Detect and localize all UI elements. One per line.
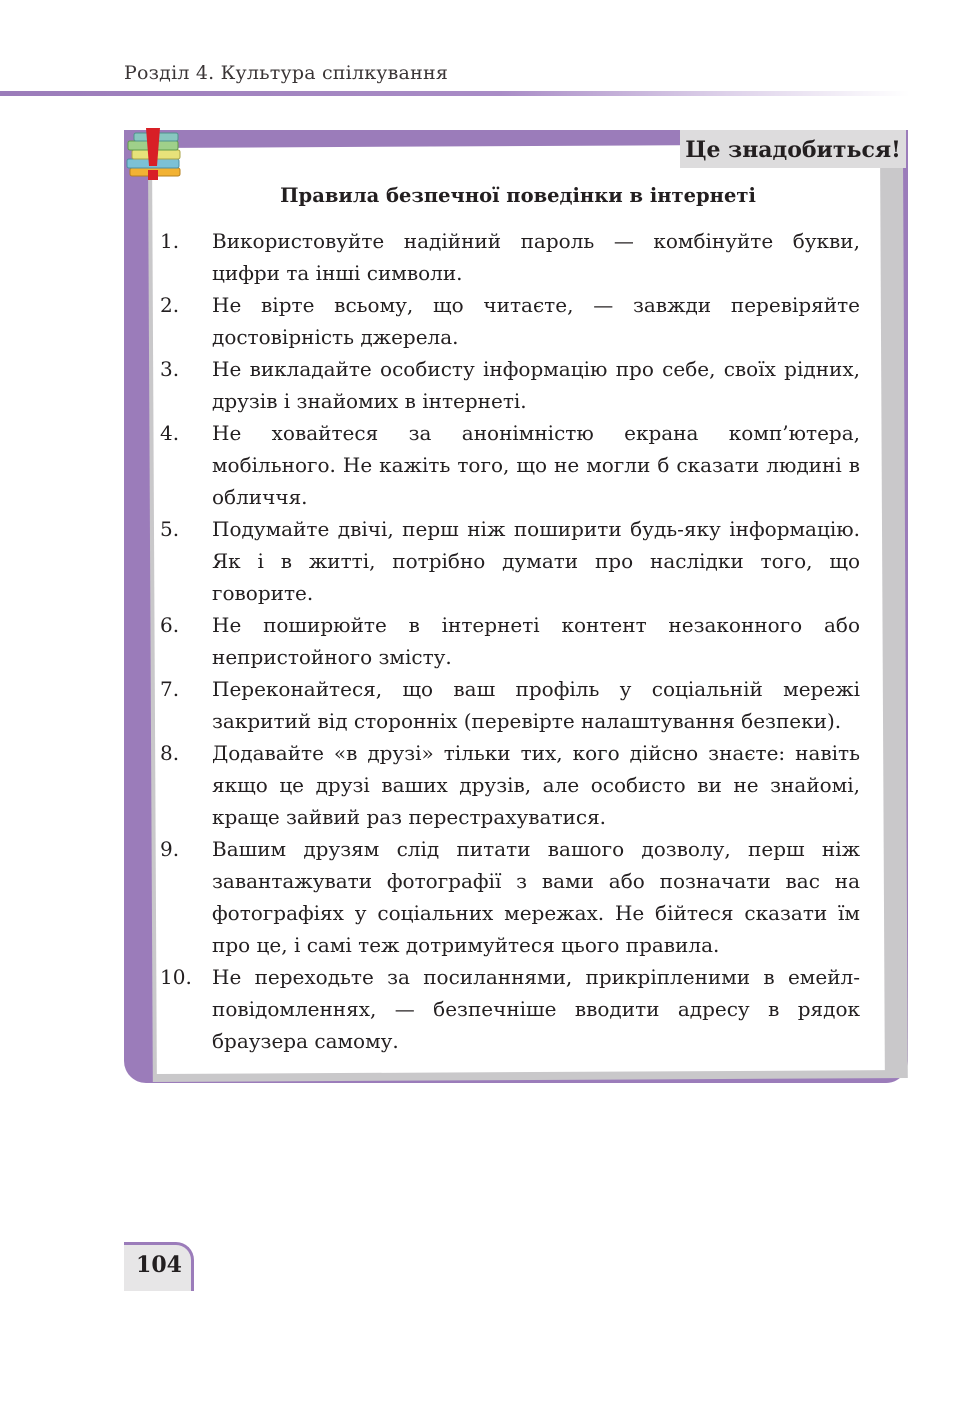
item-number: 3. — [160, 357, 180, 381]
list-item — [160, 289, 860, 353]
item-text: Переконайтеся, що ваш профіль у соціальній мережі закритий від сторонніх (перевірте налаштування безпеки). — [212, 677, 860, 733]
box-tag: Це знадобиться! — [680, 130, 906, 168]
books-exclamation-icon — [124, 128, 188, 184]
list-item — [160, 737, 860, 833]
box-title: Правила безпечної поведінки в інтернеті — [280, 184, 756, 207]
item-number: 8. — [160, 741, 180, 765]
rules-list — [160, 225, 860, 1057]
list-item — [160, 673, 860, 737]
list-item — [160, 513, 860, 609]
list-item — [160, 609, 860, 673]
item-text: Не ховайтеся за анонімністю екрана комп’ютера, мобільного. Не кажіть того, що не могли б сказати людині в обличчя. — [212, 421, 860, 509]
item-number: 6. — [160, 613, 180, 637]
item-number: 7. — [160, 677, 180, 701]
list-item — [160, 833, 860, 961]
item-text: Додавайте «в друзі» тільки тих, кого дійсно знаєте: навіть якщо це друзі ваших друзів, але особисто ви не знайомі, краще зайвий раз перестрахуватися. — [212, 741, 860, 829]
item-text: Не поширюйте в інтернеті контент незаконного або непристойного змісту. — [212, 613, 860, 669]
item-text: Подумайте двічі, перш ніж поширити будь-яку інформацію. Як і в житті, потрібно думати про наслідки того, що говорите. — [212, 517, 860, 605]
item-text: Використовуйте надійний пароль — комбінуйте букви, цифри та інші символи. — [212, 229, 860, 285]
item-number: 10. — [160, 965, 192, 989]
page-number: 104 — [136, 1252, 182, 1278]
item-text: Не переходьте за посиланнями, прикріпленими в емейл-повідомленнях, — безпечніше вводити адресу в рядок браузера самому. — [212, 965, 860, 1053]
header-rule — [0, 91, 910, 96]
running-head: Розділ 4. Культура спілкування — [124, 62, 448, 84]
item-number: 2. — [160, 293, 180, 317]
item-number: 5. — [160, 517, 180, 541]
list-item — [160, 417, 860, 513]
list-item — [160, 225, 860, 289]
item-text: Вашим друзям слід питати вашого дозволу, перш ніж завантажувати фотографії з вами або позначати вас на фотографіях у соціальних мережах. Не бійтеся сказати їм про це, і самі теж дотримуйтеся цього правила. — [212, 837, 860, 957]
item-number: 9. — [160, 837, 180, 861]
list-item — [160, 961, 860, 1057]
item-text: Не викладайте особисту інформацію про себе, своїх рідних, друзів і знайомих в інтернеті. — [212, 357, 860, 413]
item-number: 4. — [160, 421, 180, 445]
item-number: 1. — [160, 229, 180, 253]
list-item — [160, 353, 860, 417]
item-text: Не вірте всьому, що читаєте, — завжди перевіряйте достовірність джерела. — [212, 293, 860, 349]
